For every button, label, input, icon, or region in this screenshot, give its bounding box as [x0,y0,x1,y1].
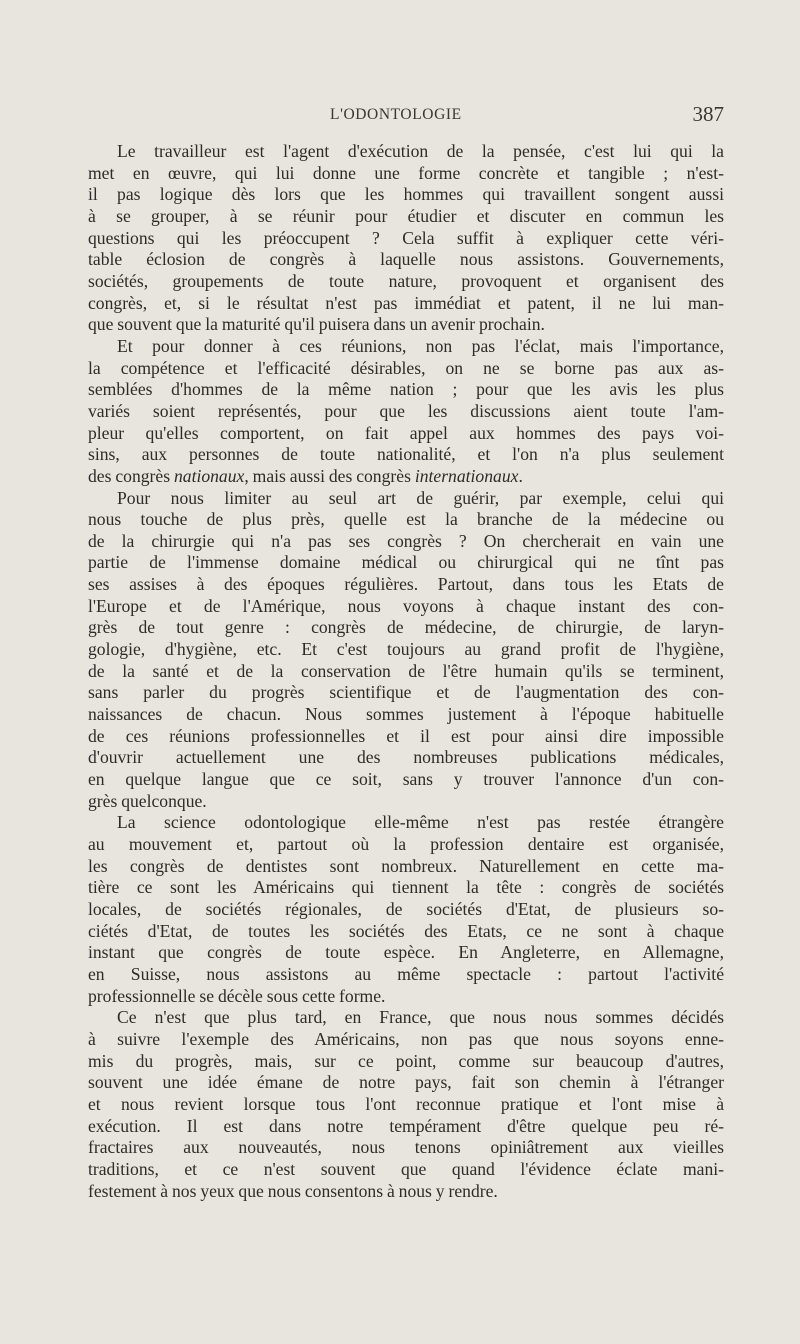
text-line: et nous revient lorsque tous l'ont reconnue pratique et l'ont mise à [88,1093,724,1114]
text-line-with-italics [88,466,724,488]
text-line: sociétés, groupements de toute nature, provoquent et organisent des [88,270,724,291]
text-line: en Suisse, nous assistons au même spectacle : partout l'activité [88,963,724,984]
text-line: les congrès de dentistes sont nombreux. Naturellement en cette ma- [88,855,724,876]
page-header [88,104,724,132]
body-text [88,141,724,1202]
paragraph-5 [88,1007,724,1202]
text-line: variés soient représentés, pour que les discussions aient toute l'am- [88,400,724,421]
running-title: L'ODONTOLOGIE [330,106,462,123]
text-line: congrès, et, si le résultat n'est pas immédiat et patent, il ne lui man- [88,292,724,313]
text-line: professionnelle se décèle sous cette forme. [88,985,386,1006]
text-line: au mouvement et, partout où la profession dentaire est organisée, [88,834,724,854]
text-line: il pas logique dès lors que les hommes qui travaillent songent aussi [88,184,724,205]
text-line: partie de l'immense domaine médical ou chirurgical qui ne tînt pas [88,552,724,573]
line-text: des congrès [88,465,174,486]
line-text: , mais aussi des congrès [244,465,415,486]
text-line: sins, aux personnes de toute nationalité, et l'on n'a plus seulement [88,444,724,465]
text-line: Le travailleur est l'agent d'exécution de la pensée, c'est lui qui la [117,141,724,161]
text-line: table éclosion de congrès à laquelle nous assistons. Gouvernements, [88,249,724,270]
text-line: l'Europe et de l'Amérique, nous voyons à chaque instant des con- [88,595,724,616]
text-line: exécution. Il est dans notre tempérament d'être quelque peu ré- [88,1115,724,1136]
text-line: ciétés d'Etat, de toutes les sociétés des Etats, ce ne sont à chaque [88,920,724,941]
text-line: festement à nos yeux que nous consentons à nous y rendre. [88,1180,498,1201]
text-line: fractaires aux nouveautés, nous tenons opiniâtrement aux vieilles [88,1137,724,1158]
line-text: . [518,465,523,486]
text-line: de la santé et de la conservation de l'être humain qu'ils se terminent, [88,660,724,681]
paragraph-2 [88,336,724,488]
text-line: de la chirurgie qui n'a pas ses congrès ? On chercherait en vain une [88,530,724,551]
paragraph-1 [88,141,724,336]
text-line: La science odontologique elle-même n'est pas restée étrangère [117,812,724,833]
text-line: Ce n'est que plus tard, en France, que nous nous sommes décidés [117,1007,724,1028]
paragraph-4 [88,812,724,1007]
text-line: ses assises à des époques régulières. Partout, dans tous les Etats de [88,574,724,595]
text-line: tière ce sont les Américains qui tiennent la tête : congrès de sociétés [88,877,724,898]
text-line: d'ouvrir actuellement une des nombreuses publications médicales, [88,747,724,768]
paragraph-3 [88,488,724,813]
text-line: mis du progrès, mais, sur ce point, comme sur beaucoup d'autres, [88,1050,724,1071]
text-line: souvent une idée émane de notre pays, fait son chemin à l'étranger [88,1072,724,1093]
text-line: met en œuvre, qui lui donne une forme concrète et tangible ; n'est- [88,162,724,183]
text-line: nous touche de plus près, quelle est la branche de la médecine ou [88,509,724,530]
text-line: Et pour donner à ces réunions, non pas l'éclat, mais l'importance, [117,335,724,356]
text-line: gologie, d'hygiène, etc. Et c'est toujours au grand profit de l'hygiène, [88,639,724,660]
italic-term-nationaux: nationaux [173,465,245,486]
text-line: instant que congrès de toute espèce. En Angleterre, en Allemagne, [88,942,724,963]
text-line: naissances de chacun. Nous sommes justement à l'époque habituelle [88,704,724,725]
text-line: à suivre l'exemple des Américains, non pas que nous soyons enne- [88,1028,724,1049]
italic-term-internationaux: internationaux [414,465,519,486]
text-line: traditions, et ce n'est souvent que quand l'évidence éclate mani- [88,1158,724,1179]
text-line: à se grouper, à se réunir pour étudier et discuter en commun les [88,205,724,226]
text-line: de ces réunions professionnelles et il est pour ainsi dire impossible [88,725,724,746]
text-line: que souvent que la maturité qu'il puisera dans un avenir prochain. [88,314,545,335]
text-line: grès quelconque. [88,790,207,811]
text-line: grès de tout genre : congrès de médecine, de chirurgie, de laryn- [88,617,724,638]
text-line: locales, de sociétés régionales, de sociétés d'Etat, de plusieurs so- [88,898,724,919]
text-line: pleur qu'elles comportent, on fait appel aux hommes des pays voi- [88,422,724,443]
page-number: 387 [692,102,724,126]
text-line: questions qui les préoccupent ? Cela suffit à expliquer cette véri- [88,227,724,248]
text-line: sans parler du progrès scientifique et de l'augmentation des con- [88,682,724,703]
text-line: en quelque langue que ce soit, sans y trouver l'annonce d'un con- [88,769,724,790]
text-line: semblées d'hommes de la même nation ; pour que les avis les plus [88,379,724,400]
text-line: Pour nous limiter au seul art de guérir, par exemple, celui qui [117,487,724,508]
text-line: la compétence et l'efficacité désirables, on ne se borne pas aux as- [88,357,724,378]
